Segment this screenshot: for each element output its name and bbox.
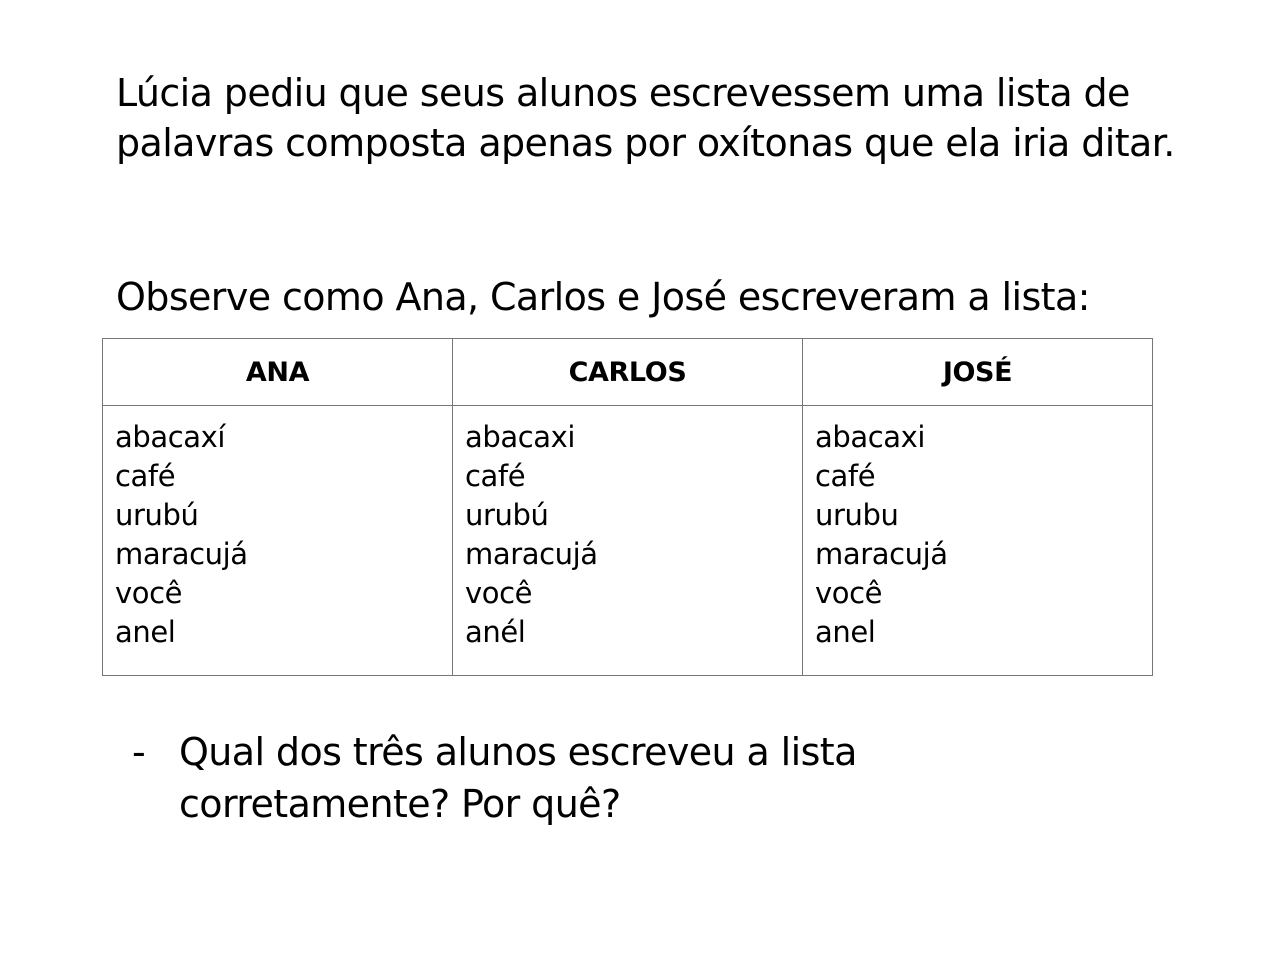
column-header-carlos: CARLOS — [453, 339, 803, 406]
list-item: maracujá — [465, 537, 598, 571]
list-item: abacaxí — [115, 420, 226, 454]
list-item: café — [465, 459, 526, 493]
list-item: você — [115, 576, 183, 610]
list-item: anel — [115, 615, 176, 649]
observe-instruction: Observe como Ana, Carlos e José escreveram a lista: — [116, 275, 1090, 319]
list-item: urubu — [815, 498, 899, 532]
table-header-row — [103, 339, 1153, 406]
question-item — [132, 726, 1032, 830]
list-item: café — [115, 459, 176, 493]
list-item: maracujá — [115, 537, 248, 571]
list-item: abacaxi — [815, 420, 926, 454]
list-item: urubú — [115, 498, 199, 532]
list-item: café — [815, 459, 876, 493]
list-item: abacaxi — [465, 420, 576, 454]
word-list-carlos — [453, 406, 803, 676]
column-header-ana: ANA — [103, 339, 453, 406]
word-list-ana — [103, 406, 453, 676]
list-item: urubú — [465, 498, 549, 532]
question-line-1: Qual dos três alunos escreveu a lista — [179, 730, 857, 774]
word-list-jose — [803, 406, 1153, 676]
question-bullet: - — [132, 730, 146, 774]
question-line-2: corretamente? Por quê? — [179, 782, 621, 826]
list-item: anel — [815, 615, 876, 649]
table-row — [103, 406, 1153, 676]
list-item: anél — [465, 615, 526, 649]
intro-paragraph: Lúcia pediu que seus alunos escrevessem uma lista de palavras composta apenas por oxítonas que ela iria ditar. — [116, 71, 1175, 165]
list-item: você — [465, 576, 533, 610]
column-header-jose: JOSÉ — [803, 339, 1153, 406]
word-lists-table — [102, 338, 1153, 676]
question-text — [179, 726, 1032, 830]
list-item: você — [815, 576, 883, 610]
list-item: maracujá — [815, 537, 948, 571]
